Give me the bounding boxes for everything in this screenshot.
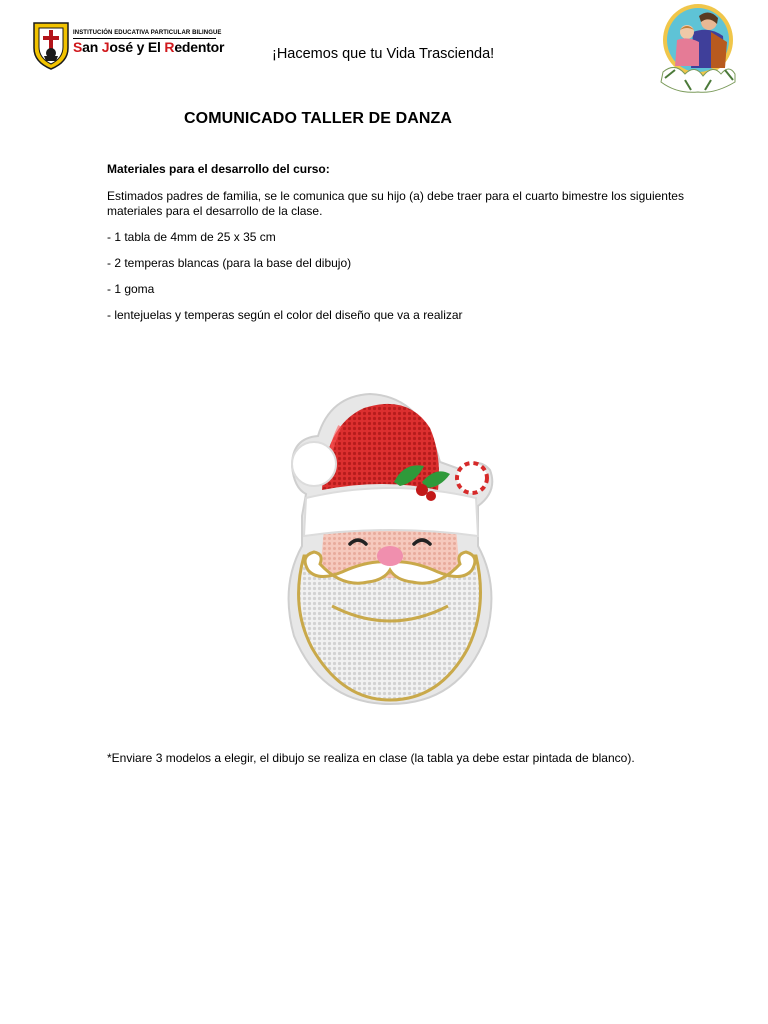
list-item: - lentejuelas y temperas según el color del diseño que va a realizar: [107, 308, 463, 322]
saint-medallion-image: [655, 2, 741, 94]
saint-joseph-icon: [655, 2, 741, 94]
santa-patch-image: [272, 386, 508, 706]
list-item: - 1 goma: [107, 282, 155, 296]
list-item: - 2 temperas blancas (para la base del dibujo): [107, 256, 352, 270]
document-title: COMUNICADO TALLER DE DANZA: [184, 110, 453, 127]
list-item: - 1 tabla de 4mm de 25 x 35 cm: [107, 230, 276, 244]
footnote: *Enviare 3 modelos a elegir, el dibujo se realiza en clase (la tabla ya debe estar pintada de blanco).: [107, 751, 635, 765]
school-shield-icon: [32, 20, 70, 70]
document-body: [107, 162, 687, 334]
logo-institution-text: INSTITUCIÓN EDUCATIVA PARTICULAR BILINGUE: [73, 30, 222, 36]
intro-paragraph: Estimados padres de familia, se le comunica que su hijo (a) debe traer para el cuarto bimestre los siguientes materiales para el desarrollo de la clase.: [107, 189, 684, 218]
logo-school-name: San José y El Redentor: [73, 39, 225, 55]
school-motto: ¡Hacemos que tu Vida Trascienda!: [272, 46, 495, 62]
school-logo: [32, 20, 225, 72]
santa-sequin-icon: [272, 386, 508, 706]
materials-heading: Materiales para el desarrollo del curso:: [107, 162, 330, 176]
